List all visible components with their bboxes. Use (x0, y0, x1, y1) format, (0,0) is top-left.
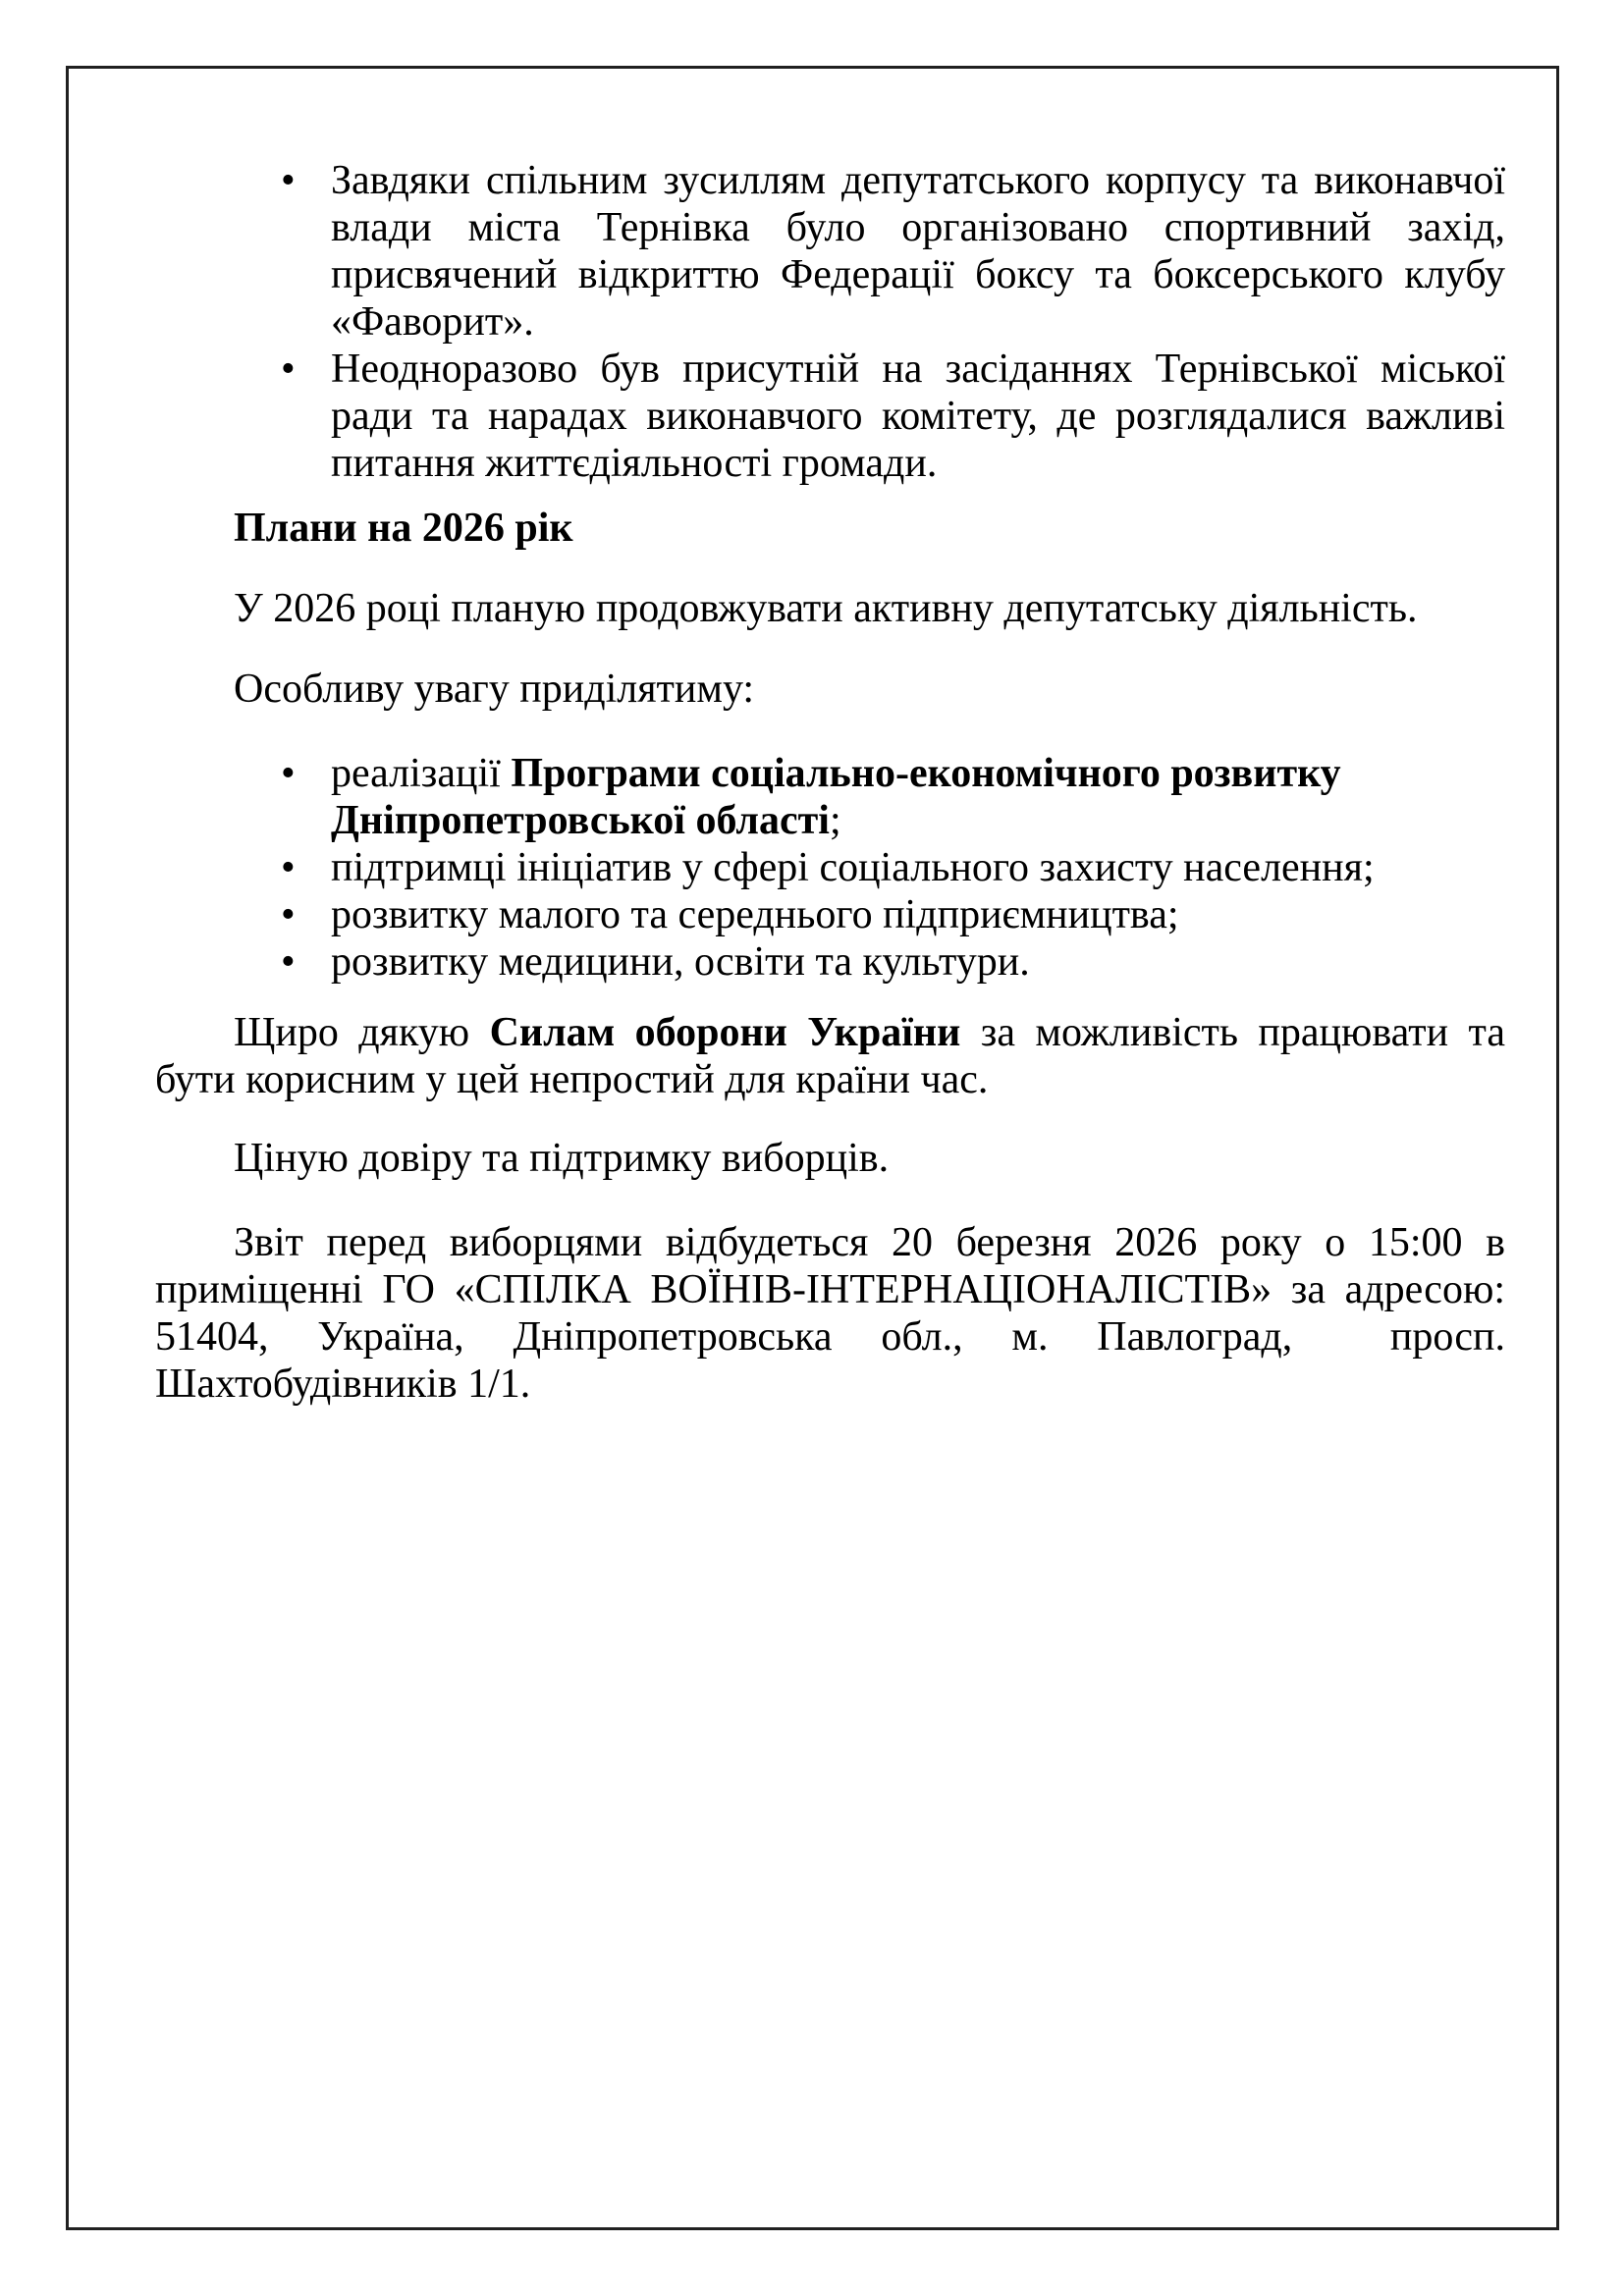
bold-emphasis: Програми соціально-економічного розвитку Дніпропетровської області (331, 751, 1341, 843)
plans-heading: Плани на 2026 рік (234, 506, 573, 551)
bullet-marker: • (281, 347, 296, 392)
text-segment: Щиро дякую (234, 1010, 490, 1055)
document-content (155, 157, 1505, 1408)
text-segment: реалізації (331, 751, 512, 796)
list-item-text: підтримці ініціатив у сфері соціального захисту населення; (331, 845, 1375, 890)
bullet-marker: • (281, 892, 296, 937)
list-item-business (155, 891, 1505, 938)
plans-intro-paragraph: У 2026 році планую продовжувати активну депутатську діяльність. (234, 586, 1418, 631)
bold-emphasis: Силам оборони України (489, 1010, 961, 1055)
bullet-marker: • (281, 751, 296, 796)
bullet-marker: • (281, 158, 296, 203)
thanks-paragraph (155, 1009, 1505, 1103)
focus-intro-paragraph: Особливу увагу приділятиму: (234, 667, 755, 712)
bullet-marker: • (281, 939, 296, 985)
list-item-council-sessions (155, 346, 1505, 487)
list-item-text: Завдяки спільним зусиллям депутатського корпусу та виконавчої влади міста Тернівка було організовано спортивний захід, присвячений відкриттю Федерації боксу та боксерського клубу «Фаворит». (331, 158, 1505, 345)
list-item-social-support (155, 844, 1505, 891)
list-item-text: розвитку малого та середнього підприємництва; (331, 892, 1179, 937)
list-item-medicine-education (155, 938, 1505, 986)
list-item-text: розвитку медицини, освіти та культури. (331, 939, 1030, 985)
list-item-program (155, 750, 1505, 844)
text-segment: за можливість працювати та бути корисним у цей непростий для країни час. (155, 1010, 1505, 1102)
report-meeting-paragraph: Звіт перед виборцями відбудеться 20 березня 2026 року о 15:00 в приміщенні ГО «СПІЛКА ВОЇНІВ-ІНТЕРНАЦІОНАЛІСТІВ» за адресою: 51404, Україна, Дніпропетровська обл., м. Павлоград, просп. Шахтобудівників 1/1. (155, 1220, 1505, 1407)
list-item-text (331, 751, 1341, 843)
text-segment: ; (829, 798, 841, 843)
focus-bullet-list (155, 750, 1505, 986)
trust-paragraph: Ціную довіру та підтримку виборців. (234, 1136, 890, 1181)
bullet-marker: • (281, 845, 296, 890)
activity-bullet-list (155, 157, 1505, 487)
list-item-text: Неодноразово був присутній на засіданнях Тернівської міської ради та нарадах виконавчого комітету, де розглядалися важливі питання життєдіяльності громади. (331, 347, 1505, 486)
list-item-sport-event (155, 157, 1505, 346)
